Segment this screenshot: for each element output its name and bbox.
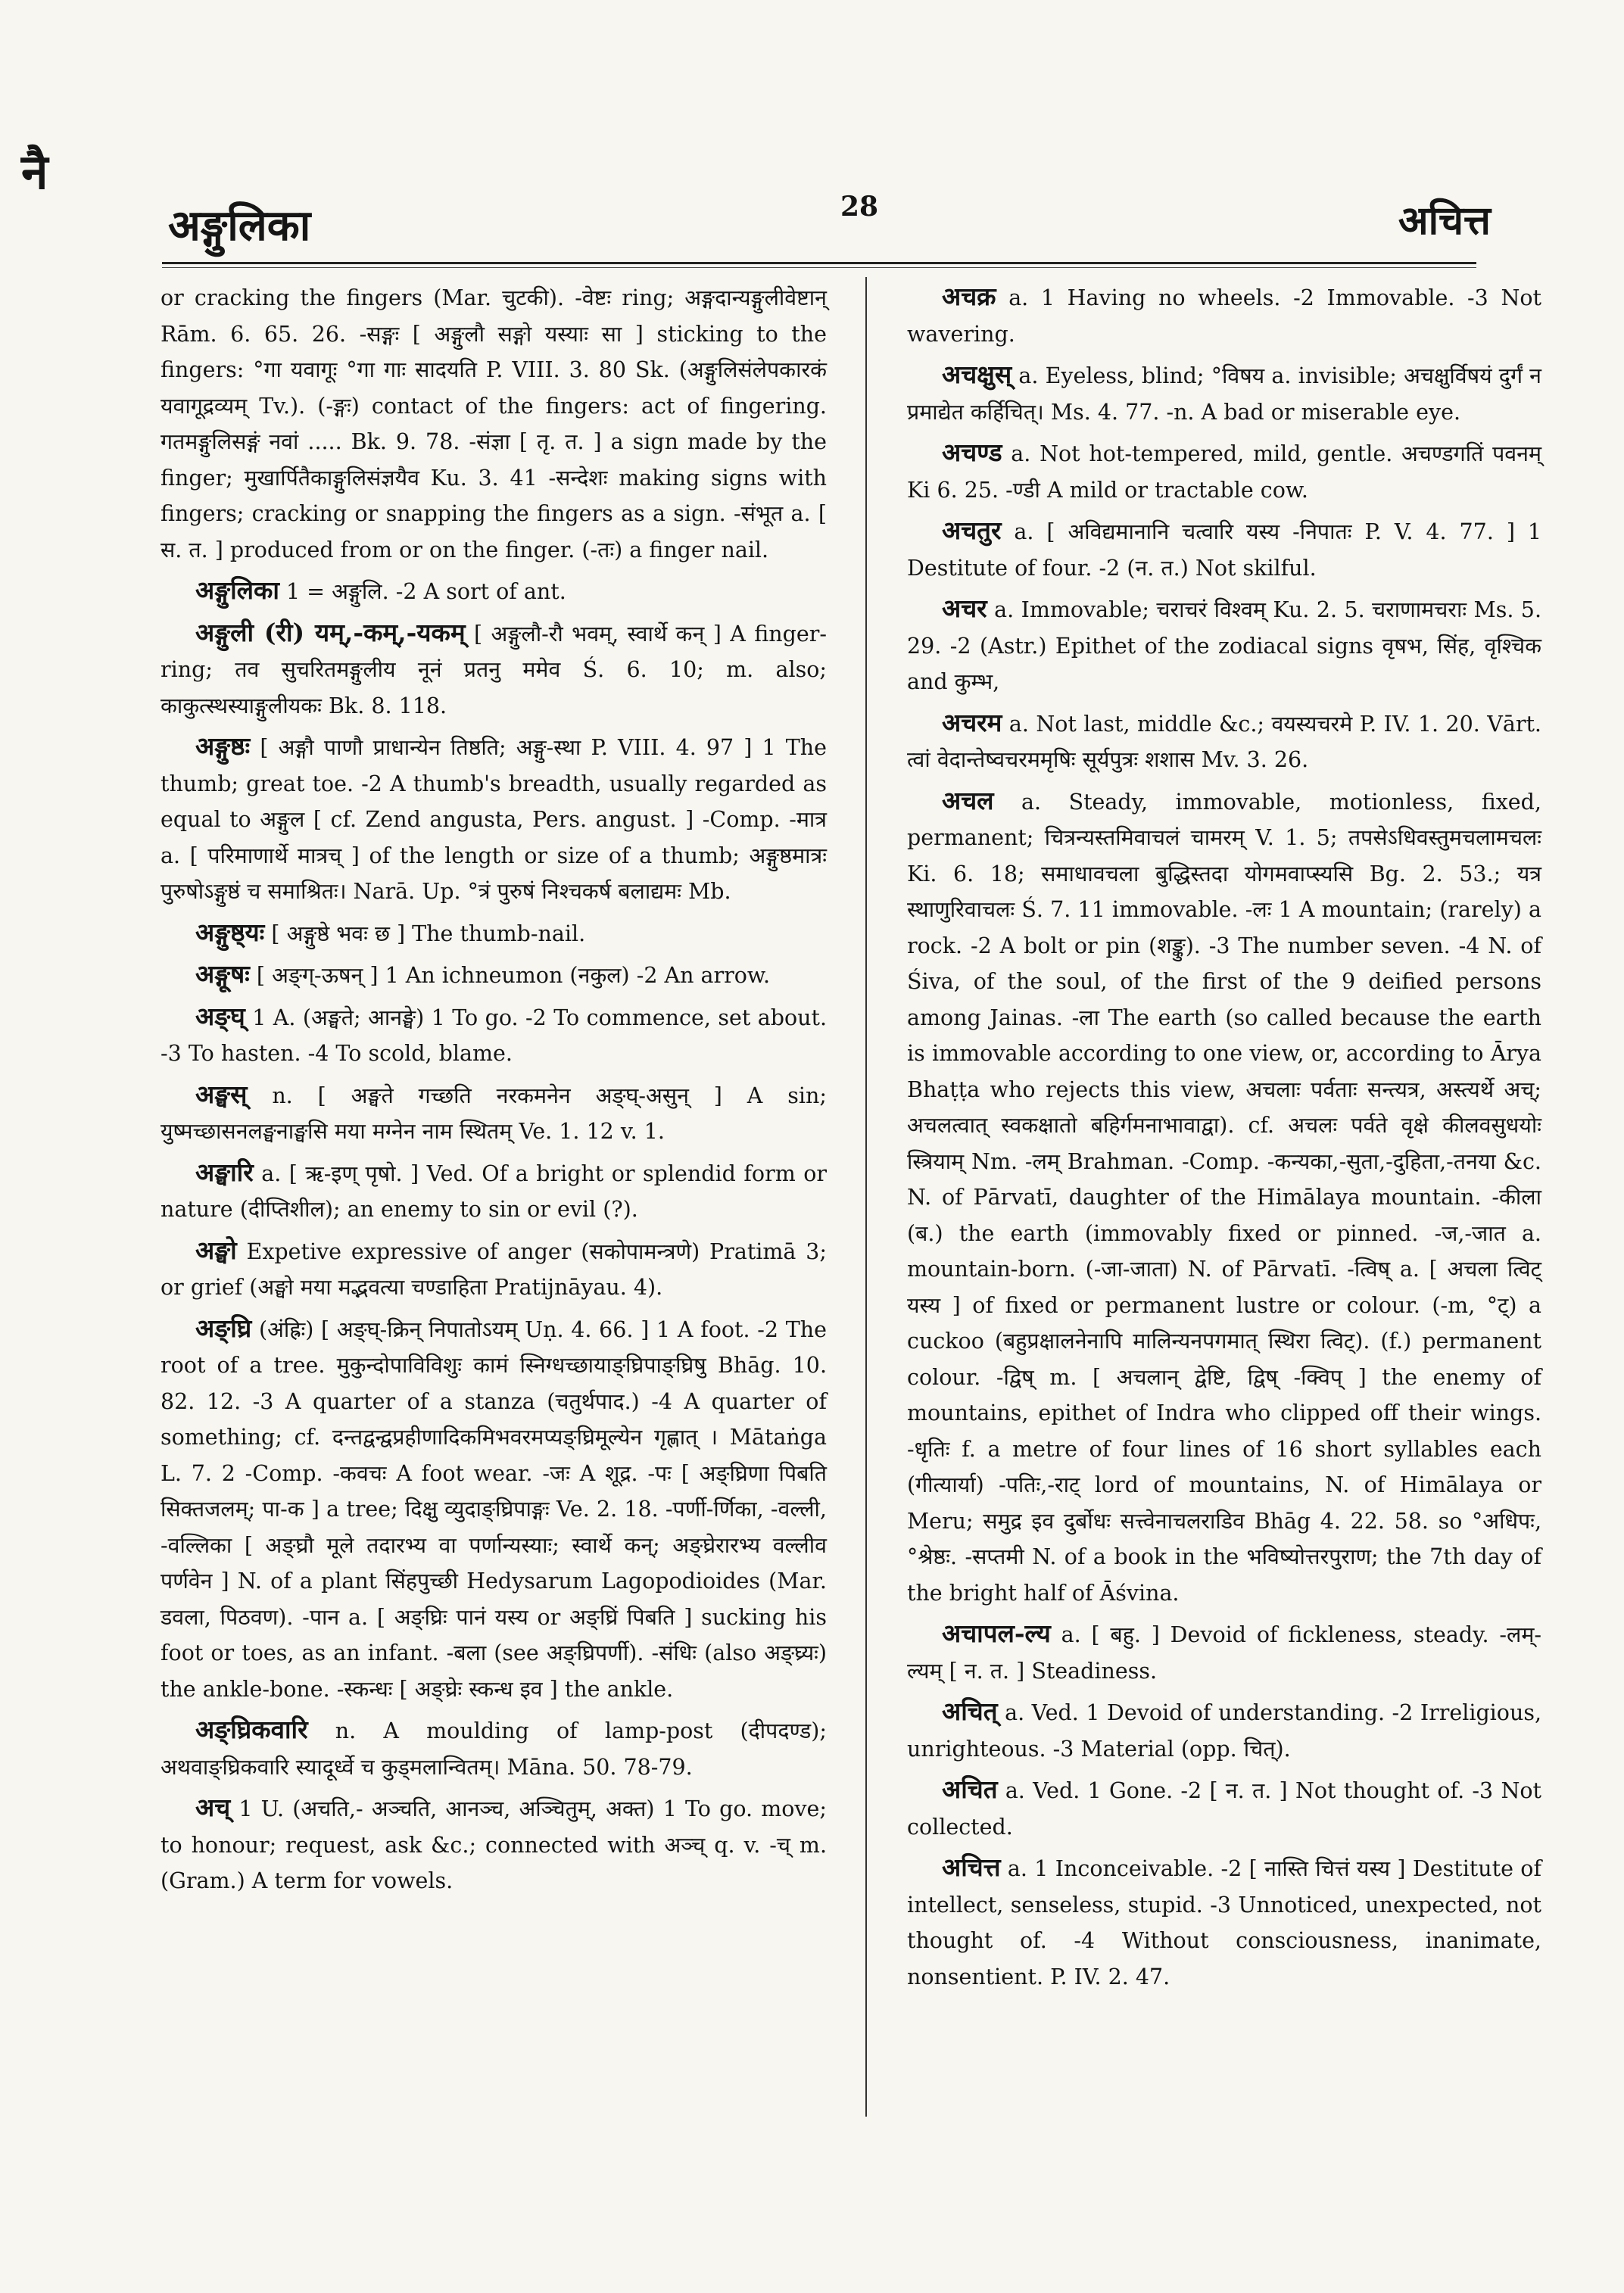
entry-body: 1 A. (अङ्घते; आनङ्घे) 1 To go. -2 To commence, set about. -3 To hasten. -4 To scold, blame.: [161, 1005, 828, 1066]
entry-body: a. Immovable; चराचरं विश्वम् Ku. 2. 5. चराणामचराः Ms. 5. 29. -2 (Astr.) Epithet of the zodiacal signs वृषभ, सिंह, वृश्चिक and कुम्भ,: [907, 597, 1541, 694]
left-column: [161, 279, 827, 1904]
dictionary-entry: [161, 1154, 827, 1228]
entry-headword: अङ्घो: [195, 1235, 237, 1265]
entry-headword: अचित्त: [942, 1852, 1001, 1882]
entry-body: a. Ved. 1 Gone. -2 [ न. त. ] Not thought of. -3 Not collected.: [907, 1778, 1542, 1840]
entry-headword: अचक्षुस्: [942, 360, 1012, 389]
dictionary-entry: [907, 1849, 1541, 1995]
guide-word-right: अचित्त: [1398, 198, 1491, 244]
entry-headword: अच्: [195, 1793, 231, 1822]
entry-headword: अचल: [942, 785, 994, 815]
entry-body: a. [ बहु. ] Devoid of fickleness, steady. -लम्-ल्यम् [ न. त. ] Steadiness.: [907, 1622, 1541, 1684]
page-number: 28: [840, 191, 879, 223]
entry-body: 1 U. (अचति,- अञ्चति, आनञ्च, अञ्चितुम्, अक्त) 1 To go. move; to honour; request, ask &c.; connected with अञ्च् q. v. -च् m. (Gram.) A term for vowels.: [161, 1796, 828, 1893]
entry-body: a. [ अविद्यमानानि चत्वारि यस्य -निपातः P. V. 4. 77. ] 1 Destitute of four. -2 (न. त.) Not skilful.: [907, 519, 1541, 581]
entry-body: a. 1 Inconceivable. -2 [ नास्ति चित्तं यस्य ] Destitute of intellect, senseless, stupid. -3 Unnoticed, unexpected, not thought of. -4 Without consciousness, inanimate, nonsentient. P. IV. 2. 47.: [907, 1856, 1541, 1989]
entry-headword: अङ्घ्रि: [195, 1313, 252, 1343]
dictionary-entry: [161, 1310, 827, 1708]
header-rule: [162, 262, 1476, 264]
dictionary-entry: [161, 279, 827, 568]
entry-body: Expetive expressive of anger (सकोपामन्त्रणे) Pratimā 3; or grief (अङ्घो मया मद्भवत्या चण्डाहिता Pratijnāyau. 4).: [161, 1238, 827, 1300]
dictionary-entry: [907, 435, 1541, 508]
header-rule-thin: [162, 267, 1476, 268]
dictionary-entry: [161, 956, 827, 994]
dictionary-entry: [161, 914, 827, 952]
entry-body: a. [ ऋ-इण् पृषो. ] Ved. Of a bright or splendid form or nature (दीप्तिशील); an enemy to sin or evil (?).: [161, 1161, 828, 1222]
entry-headword: अचित: [942, 1774, 998, 1804]
entry-body: n. A moulding of lamp-post (दीपदण्ड); अथवाङ्घ्रिकवारि स्यादूर्ध्वे च कुड्मलान्वितम्। Māna. 50. 78-79.: [161, 1718, 828, 1780]
dictionary-entry: [907, 1693, 1541, 1767]
entry-body: a. Eyeless, blind; °विषय a. invisible; अचक्षुर्विषयं दुर्गं न प्रमाद्येत कर्हिचित्। Ms. 4. 77. -n. A bad or miserable eye.: [907, 363, 1541, 425]
entry-headword: अचापल-ल्य: [942, 1618, 1051, 1648]
entry-body: [ अङ्ग्-ऊषन् ] 1 An ichneumon (नकुल) -2 An arrow.: [256, 963, 770, 988]
entry-body: [ अङ्गौ पाणौ प्राधान्येन तिष्ठति; अङ्गु-स्था P. VIII. 4. 97 ] 1 The thumb; great toe. -2 A thumb's breadth, usually regarded as equal to अङ्गुल [ cf. Zend angusta, Pers. angust. ] -Comp. -मात्र a. [ परिमाणार्थे मात्रच् ] of the length or size of a thumb; अङ्गुष्ठमात्रः पुरुषोऽङ्गुष्ठं च समाश्रितः। Narā. Up. °त्रं पुरुषं निश्चकर्ष बलाद्यमः Mb.: [161, 735, 828, 904]
dictionary-entry: [161, 1790, 827, 1899]
entry-body: or cracking the fingers (Mar. चुटकी). -वेष्टः ring; अङ्गदान्यङ्गुलीवेष्टान् Rām. 6. 65. 26. -सङ्गः [ अङ्गुलौ सङ्गो यस्याः सा ] sticking to the fingers: °गा यवागूः °गा गाः सादयति P. VIII. 3. 80 Sk. (अङ्गुलिसंलेपकारकं यवागूद्रव्यम् Tv.). (-ङ्गः) contact of the fingers: act of fingering. गतमङ्गुलिसङ्गं नवां ..... Bk. 9. 78. -संज्ञा [ तृ. त. ] a sign made by the finger; मुखार्पितैकाङ्गुलिसंज्ञयैव Ku. 3. 41 -सन्देशः making signs with fingers; cracking or snapping the fingers as a sign. -संभूत a. [ स. त. ] produced from or on the finger. (-तः) a finger nail.: [161, 285, 827, 562]
dictionary-entry: [907, 590, 1541, 700]
dictionary-entry: [161, 615, 827, 724]
right-column: [907, 279, 1541, 1999]
entry-headword: अचण्ड: [942, 438, 1002, 467]
entry-headword: अङ्गुष्ठः: [195, 731, 251, 761]
entry-headword: अङ्गुष्ठ्यः: [195, 917, 265, 947]
entry-headword: अचर: [942, 594, 987, 623]
guide-word-left: अङ्गुलिका: [168, 201, 311, 251]
margin-mark: नै: [21, 144, 48, 201]
dictionary-entry: [907, 279, 1541, 352]
entry-headword: अङ्गूषः: [195, 959, 250, 989]
dictionary-entry: [161, 1076, 827, 1150]
entry-headword: अङ्गुलिका: [195, 575, 279, 605]
dictionary-entry: [161, 728, 827, 910]
entry-headword: अचक्र: [942, 282, 996, 311]
dictionary-entry: [907, 1615, 1541, 1689]
dictionary-entry: [161, 1232, 827, 1306]
entry-headword: अङ्घस्: [195, 1079, 248, 1109]
entry-headword: अङ्घारि: [195, 1157, 254, 1187]
entry-headword: अचतुर: [942, 516, 1002, 545]
entry-headword: अचित्: [942, 1696, 998, 1726]
entry-headword: अङ्घ्: [195, 1001, 245, 1031]
entry-body: a. Not hot-tempered, mild, gentle. अचण्डगतिं पवनम् Ki 6. 25. -ण्डी A mild or tractable cow.: [907, 441, 1541, 503]
entry-body: 1 = अङ्गुलि. -2 A sort of ant.: [285, 579, 566, 604]
column-divider: [865, 277, 867, 2117]
dictionary-entry: [907, 512, 1541, 586]
dictionary-entry: [161, 572, 827, 610]
dictionary-entry: [161, 999, 827, 1072]
entry-headword: अङ्गुली (री) यम्,-कम्,-यकम्: [195, 617, 466, 647]
dictionary-entry: [907, 783, 1541, 1612]
dictionary-entry: [907, 1771, 1541, 1845]
entry-body: a. Steady, immovable, motionless, fixed, permanent; चित्रन्यस्तमिवाचलं चामरम् V. 1. 5; तपसेऽधिवस्तुमचलामचलः Ki. 6. 18; समाधावचला बुद्धिस्तदा योगमवाप्स्यसि Bg. 2. 53.; यत्र स्थाणुरिवाचलः Ś. 7. 11 immovable. -लः 1 A mountain; (rarely) a rock. -2 A bolt or pin (शङ्कु). -3 The number seven. -4 N. of Śiva, of the soul, of the first of the 9 deified persons among Jainas. -ला The earth (so called because the earth is immovable according to one view, or, according to Ārya Bhaṭṭa who rejects this view, अचलाः पर्वताः सन्त्यत्र, अस्त्यर्थे अच्; अचलत्वात् स्वकक्षातो बहिर्गमनाभावाद्वा). cf. अचलः पर्वते वृक्षे कीलवसुधयोः स्त्रियाम् Nm. -लम् Brahman. -Comp. -कन्यका,-सुता,-दुहिता,-तनया &c. N. of Pārvatī, daughter of the Himālaya mountain. -कीला (ब.) the earth (immovably fixed or pinned. -ज,-जात a. mountain-born. (-जा-जाता) N. of Pārvatī. -त्विष् a. [ अचला त्विट् यस्य ] of fixed or permanent lustre or colour. (-m, °ट्) a cuckoo (बहुप्रक्षालनेनापि मालिन्यनपगमात् स्थिरा त्विट्). (f.) permanent colour. -द्विष् m. [ अचलान् द्वेष्टि, द्विष् -क्विप् ] the enemy of mountains, epithet of Indra who clipped off their wings. -धृतिः f. a metre of four lines of 16 short syllables each (गीत्यार्या) -पतिः,-राट् lord of mountains, N. of Himālaya or Meru; समुद्र इव दुर्बोधः सत्त्वेनाचलराडिव Bhāg 4. 22. 58. so °अधिपः, °श्रेष्ठः. -सप्तमी N. of a book in the भविष्योत्तरपुराण; the 7th day of the bright half of Āśvina.: [907, 789, 1541, 1606]
entry-body: a. 1 Having no wheels. -2 Immovable. -3 Not wavering.: [907, 285, 1542, 347]
dictionary-entry: [907, 705, 1541, 778]
dictionary-entry: [907, 357, 1541, 430]
entry-body: n. [ अङ्घते गच्छति नरकमनेन अङ्घ्-असुन् ] A sin; युष्मच्छासनलङ्घनाङ्घसि मया मग्नेन नाम स्थितम् Ve. 1. 12 v. 1.: [161, 1083, 827, 1144]
entry-body: [ अङ्गुष्ठे भवः छ ] The thumb-nail.: [271, 921, 586, 946]
entry-body: a. Ved. 1 Devoid of understanding. -2 Irreligious, unrighteous. -3 Material (opp. चित्).: [907, 1700, 1541, 1762]
entry-body: (अंह्रिः) [ अङ्घ्-क्रिन् निपातोऽयम् Uṇ. 4. 66. ] 1 A foot. -2 The root of a tree. मुकुन्दोपाविविशुः कामं स्निग्धच्छायाङ्घ्रिपाङ्घ्रिषु Bhāg. 10. 82. 12. -3 A quarter of a stanza (चतुर्थपाद.) -4 A quarter of something; cf. दन्तद्वन्द्वप्रहीणादिकमिभवरमप्यङ्घ्रिमूल्येन गृह्णात् । Mātaṅga L. 7. 2 -Comp. -कवचः A foot wear. -जः A शूद्र. -पः [ अङ्घ्रिणा पिबति सिक्तजलम्; पा-क ] a tree; दिक्षु व्युदाङ्घ्रिपाङ्गः Ve. 2. 18. -पर्णी-र्णिका, -वल्ली, -वल्लिका [ अङ्घ्रौ मूले तदारभ्य वा पर्णान्यस्याः; स्वार्थे कन्; अङ्घ्रेरारभ्य वल्लीव पर्णवेन ] N. of a plant सिंहपुच्छी Hedysarum Lagopodioides (Mar. डवला, पिठवण). -पान a. [ अङ्घ्रिः पानं यस्य or अङ्घ्रिं पिबति ] sucking his foot or toes, as an infant. -बला (see अङ्घ्रिपर्णी). -संधिः (also अङ्घ्र्यः) the ankle-bone. -स्कन्धः [ अङ्घ्रेः स्कन्ध इव ] the ankle.: [161, 1316, 827, 1702]
entry-body: [ अङ्गुलौ-रौ भवम्, स्वार्थे कन् ] A finger-ring; तव सुचरितमङ्गुलीय नूनं प्रतनु ममेव Ś. 6. 10; m. also; काकुत्स्थस्याङ्गुलीयकः Bk. 8. 118.: [161, 621, 827, 718]
dictionary-entry: [161, 1712, 827, 1785]
page-header: [0, 180, 1624, 263]
entry-headword: अचरम: [942, 707, 1002, 737]
entry-headword: अङ्घ्रिकवारि: [195, 1715, 308, 1744]
entry-body: a. Not last, middle &c.; वयस्यचरमे P. IV. 1. 20. Vārt. त्वां वेदान्तेष्वचरममृषिः सूर्यपुत्रः शशास Mv. 3. 26.: [907, 711, 1541, 772]
